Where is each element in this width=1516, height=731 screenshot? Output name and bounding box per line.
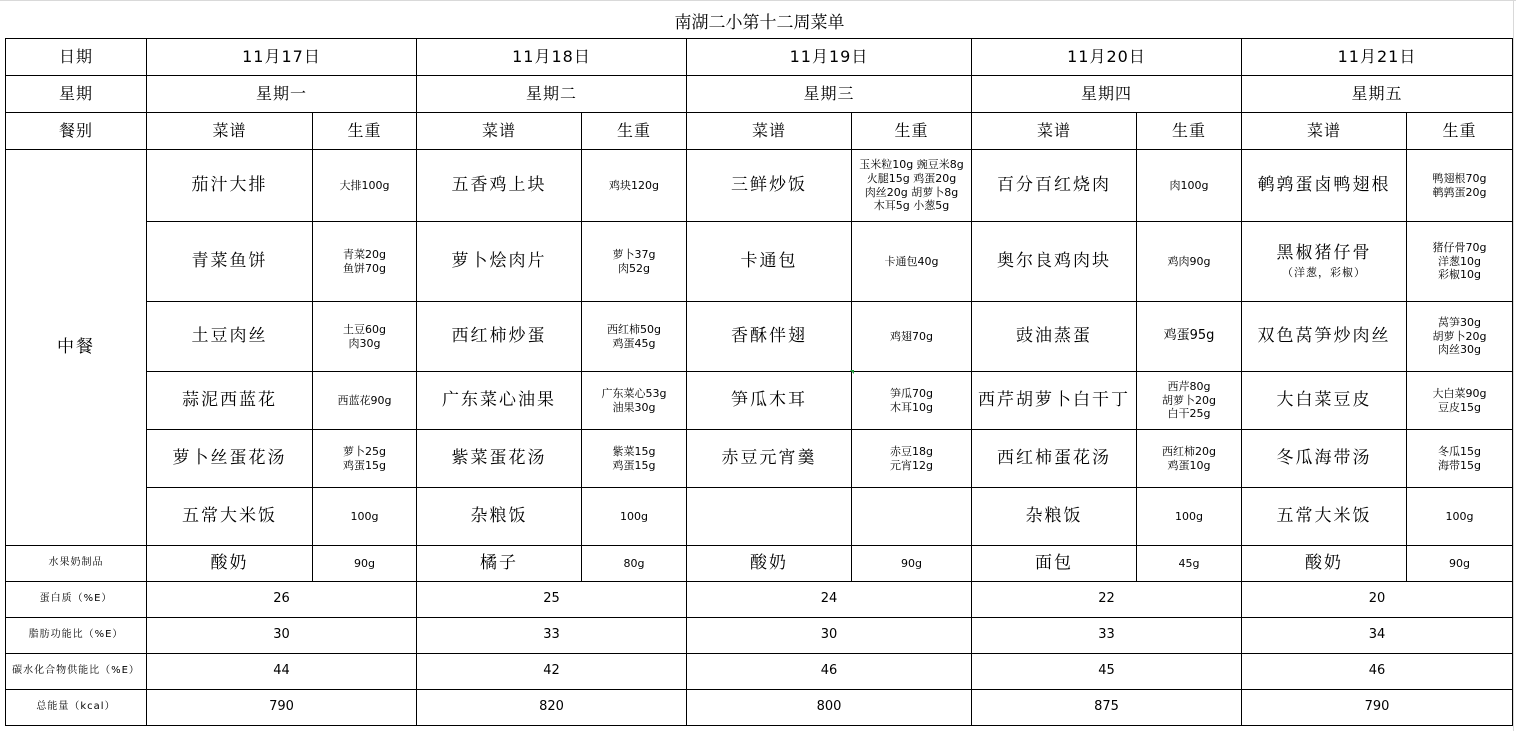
dish-name: 西芹胡萝卜白干丁 <box>978 389 1130 410</box>
weight-line: 玉米粒10g 豌豆米8g <box>859 158 964 171</box>
dish-name: 五常大米饭 <box>1276 505 1372 526</box>
fruit-dairy-row <box>6 546 1513 582</box>
weight-line: 彩椒10g <box>1438 268 1481 282</box>
date-cell-mon[interactable]: 11月17日 <box>147 39 417 76</box>
weight-line: 卡通包40g <box>884 254 939 268</box>
dish-weight-cell[interactable] <box>1407 488 1513 546</box>
dish-name-cell[interactable] <box>1242 222 1407 302</box>
dish-name: 三鲜炒饭 <box>731 174 807 195</box>
weight-line: 西蓝花90g <box>337 393 392 407</box>
dish-name: 黑椒猪仔骨 <box>1276 243 1372 263</box>
weight-col-header[interactable]: 生重 <box>852 113 972 150</box>
dish-name: 冬瓜海带汤 <box>1276 447 1372 468</box>
carb-label[interactable]: 碳水化合物供能比（%E） <box>6 654 147 690</box>
dish-weight-cell[interactable] <box>852 302 972 372</box>
dish-name-cell[interactable] <box>1242 488 1407 546</box>
weight-col-header[interactable]: 生重 <box>1137 113 1242 150</box>
dish-weight-cell[interactable] <box>1137 302 1242 372</box>
dish-name-cell[interactable] <box>687 302 852 372</box>
dish-weight-cell[interactable] <box>313 150 417 222</box>
dish-name: 百分百红烧肉 <box>997 174 1111 195</box>
dish-name-cell[interactable] <box>1242 302 1407 372</box>
dish-name: 卡通包 <box>740 250 798 271</box>
dish-name: 蒜泥西蓝花 <box>182 389 277 410</box>
weight-line: 100g <box>350 509 379 523</box>
dish-name-cell[interactable] <box>972 222 1137 302</box>
weight-line: 大排100g <box>339 178 390 192</box>
sheet-gridline-right <box>1513 0 1514 731</box>
weekday-cell-wed[interactable]: 星期三 <box>687 76 972 113</box>
dish-name: 鹌鹑蛋卤鸭翅根 <box>1257 174 1391 195</box>
fat-value[interactable]: 33 <box>417 618 687 654</box>
weight-line: 鸭翅根70g <box>1432 171 1487 185</box>
fat-value[interactable]: 33 <box>972 618 1242 654</box>
energy-value[interactable]: 875 <box>972 690 1242 726</box>
dish-name-cell[interactable] <box>417 372 582 430</box>
weekly-menu-table <box>5 38 1513 726</box>
dish-name-cell[interactable] <box>687 372 852 430</box>
energy-value[interactable]: 790 <box>147 690 417 726</box>
energy-row <box>6 690 1513 726</box>
date-cell-thu[interactable]: 11月20日 <box>972 39 1242 76</box>
dish-weight-cell[interactable] <box>313 430 417 488</box>
weight-line: 鸡块120g <box>609 178 659 192</box>
dish-weight-cell[interactable] <box>582 488 687 546</box>
dish-name: 紫菜蛋花汤 <box>451 447 547 468</box>
meal-type-row <box>6 113 1513 150</box>
dish-name: 大白菜豆皮 <box>1276 389 1372 410</box>
dish-weight-cell[interactable] <box>852 430 972 488</box>
dish-name-cell[interactable] <box>417 430 582 488</box>
dish-weight-cell[interactable] <box>1407 372 1513 430</box>
weight-line: 青菜20g <box>343 247 386 261</box>
weight-line: 肉30g <box>348 336 381 350</box>
sheet-gridline-top <box>0 0 1516 1</box>
weight-line: 木耳5g 小葱5g <box>873 199 950 213</box>
dish-name: 萝卜丝蛋花汤 <box>172 447 287 468</box>
dish-weight-cell[interactable] <box>852 372 972 430</box>
weight-line: 鱼饼70g <box>343 261 386 275</box>
lunch-label[interactable]: 中餐 <box>6 150 147 546</box>
dish-name-cell[interactable] <box>972 302 1137 372</box>
dish-name-cell[interactable] <box>687 222 852 302</box>
weight-line: 白干25g <box>1167 407 1211 421</box>
dish-name-cell[interactable] <box>687 488 852 546</box>
dish-weight-cell[interactable] <box>313 302 417 372</box>
weight-line: 广东菜心53g <box>601 386 667 400</box>
dish-name: 双色莴笋炒肉丝 <box>1257 325 1391 346</box>
weight-line: 鸡肉90g <box>1167 254 1211 268</box>
dish-weight-cell[interactable] <box>1407 302 1513 372</box>
dish-weight-cell[interactable] <box>1407 430 1513 488</box>
dish-name-cell[interactable] <box>972 372 1137 430</box>
energy-value[interactable]: 820 <box>417 690 687 726</box>
weight-line: 火腿15g 鸡蛋20g <box>866 171 957 185</box>
dish-name: 茄汁大排 <box>191 174 268 195</box>
protein-value[interactable]: 25 <box>417 582 687 618</box>
date-cell-fri[interactable]: 11月21日 <box>1242 39 1513 76</box>
weight-line: 西红柿50g <box>607 322 661 336</box>
date-cell-wed[interactable]: 11月19日 <box>687 39 972 76</box>
dish-name-cell[interactable] <box>417 150 582 222</box>
dish-weight-cell[interactable] <box>1137 430 1242 488</box>
dish-name: 广东菜心油果 <box>442 389 556 410</box>
weekday-label[interactable]: 星期 <box>6 76 147 113</box>
dish-name: 西红柿蛋花汤 <box>997 447 1111 468</box>
weight-line: 豆皮15g <box>1438 400 1481 414</box>
weekday-cell-fri[interactable]: 星期五 <box>1242 76 1513 113</box>
dish-name: 赤豆元宵羹 <box>721 447 817 468</box>
weight-line: 肉52g <box>618 261 650 275</box>
dish-weight-cell[interactable] <box>1137 222 1242 302</box>
dish-row <box>6 150 1513 222</box>
weekday-row <box>6 76 1513 113</box>
dish-weight-cell[interactable] <box>313 222 417 302</box>
dish-row <box>6 372 1513 430</box>
weight-line: 鸡蛋95g <box>1163 328 1215 344</box>
dish-name-cell[interactable] <box>687 430 852 488</box>
weight-line: 洋葱10g <box>1438 254 1481 268</box>
fruit-weight[interactable]: 80g <box>582 546 687 582</box>
weight-line: 西芹80g <box>1167 379 1211 393</box>
weight-line: 100g <box>620 509 648 523</box>
protein-value[interactable]: 22 <box>972 582 1242 618</box>
weight-line: 油果30g <box>612 400 656 414</box>
fat-value[interactable]: 34 <box>1242 618 1513 654</box>
menu-col-header[interactable]: 菜谱 <box>147 113 313 150</box>
dish-row <box>6 302 1513 372</box>
dish-name-cell[interactable] <box>147 430 313 488</box>
dish-name-cell[interactable] <box>972 430 1137 488</box>
dish-name: 西红柿炒蛋 <box>451 325 547 346</box>
protein-value[interactable]: 24 <box>687 582 972 618</box>
dish-weight-cell[interactable] <box>1137 488 1242 546</box>
weight-line: 鹌鹑蛋20g <box>1432 185 1487 199</box>
weight-line: 木耳10g <box>890 400 933 414</box>
date-cell-tue[interactable]: 11月18日 <box>417 39 687 76</box>
dish-weight-cell[interactable] <box>582 430 687 488</box>
meal-type-label[interactable]: 餐别 <box>6 113 147 150</box>
fat-label[interactable]: 脂肪功能比（%E） <box>6 618 147 654</box>
dish-weight-cell[interactable] <box>1137 150 1242 222</box>
dish-name-cell[interactable] <box>972 488 1137 546</box>
dish-name-cell[interactable] <box>147 150 313 222</box>
dish-name: 五常大米饭 <box>182 505 277 526</box>
dish-weight-cell[interactable] <box>1407 222 1513 302</box>
weekday-cell-tue[interactable]: 星期二 <box>417 76 687 113</box>
energy-value[interactable]: 790 <box>1242 690 1513 726</box>
weight-line: 胡萝卜20g <box>1162 393 1216 407</box>
weight-line: 鸡蛋10g <box>1167 458 1211 472</box>
energy-label[interactable]: 总能量（kcal） <box>6 690 147 726</box>
weight-line: 鸡蛋15g <box>612 458 656 472</box>
weight-line: 猪仔骨70g <box>1432 240 1487 254</box>
dish-name-cell[interactable] <box>147 222 313 302</box>
dish-weight-cell[interactable] <box>582 222 687 302</box>
weight-line: 鸡蛋45g <box>612 336 656 350</box>
dish-name: 萝卜烩肉片 <box>451 250 547 271</box>
protein-value[interactable]: 26 <box>147 582 417 618</box>
protein-row <box>6 582 1513 618</box>
date-row <box>6 39 1513 76</box>
weight-col-header[interactable]: 生重 <box>1407 113 1513 150</box>
fruit-name[interactable]: 酸奶 <box>687 546 852 582</box>
dish-weight-cell[interactable] <box>582 372 687 430</box>
dish-name: 杂粮饭 <box>470 505 528 526</box>
fruit-name[interactable]: 面包 <box>972 546 1137 582</box>
dish-weight-cell[interactable] <box>313 488 417 546</box>
weight-line: 100g <box>1445 509 1474 523</box>
carb-row <box>6 654 1513 690</box>
dish-row <box>6 430 1513 488</box>
dish-name-cell[interactable] <box>417 488 582 546</box>
fat-row <box>6 618 1513 654</box>
protein-label[interactable]: 蛋白质（%E） <box>6 582 147 618</box>
dish-weight-cell[interactable] <box>1407 150 1513 222</box>
weight-line: 鸡翅70g <box>890 329 933 343</box>
weight-line: 赤豆18g <box>890 444 933 458</box>
dish-row <box>6 488 1513 546</box>
weight-line: 肉丝20g 胡萝卜8g <box>864 185 959 199</box>
menu-col-header[interactable]: 菜谱 <box>687 113 852 150</box>
weight-line: 100g <box>1175 509 1203 523</box>
weight-line: 鸡蛋15g <box>343 458 386 472</box>
cell-comment-marker <box>850 370 854 374</box>
weight-line: 冬瓜15g <box>1438 444 1481 458</box>
fruit-name[interactable]: 酸奶 <box>147 546 313 582</box>
carb-value[interactable]: 44 <box>147 654 417 690</box>
dish-weight-cell[interactable] <box>852 488 972 546</box>
weight-line: 海带15g <box>1438 458 1481 472</box>
dish-note: （洋葱，彩椒） <box>1282 266 1366 280</box>
dish-weight-cell[interactable] <box>582 150 687 222</box>
fat-value[interactable]: 30 <box>687 618 972 654</box>
dish-name: 奥尔良鸡肉块 <box>997 250 1111 271</box>
dish-row <box>6 222 1513 302</box>
weight-line: 萝卜25g <box>343 444 386 458</box>
weight-line: 大白菜90g <box>1432 386 1487 400</box>
dish-name: 豉油蒸蛋 <box>1016 325 1092 346</box>
weight-line: 紫菜15g <box>612 444 656 458</box>
fruit-weight[interactable]: 90g <box>313 546 417 582</box>
weight-col-header[interactable]: 生重 <box>582 113 687 150</box>
dish-name-cell[interactable] <box>147 488 313 546</box>
fruit-name[interactable]: 橘子 <box>417 546 582 582</box>
dish-weight-cell[interactable] <box>852 222 972 302</box>
dish-weight-cell[interactable] <box>313 372 417 430</box>
carb-value[interactable]: 42 <box>417 654 687 690</box>
menu-col-header[interactable]: 菜谱 <box>972 113 1137 150</box>
fruit-dairy-label[interactable]: 水果奶制品 <box>6 546 147 582</box>
fruit-weight[interactable]: 45g <box>1137 546 1242 582</box>
date-label[interactable]: 日期 <box>6 39 147 76</box>
weight-line: 莴笋30g <box>1438 315 1481 329</box>
dish-name-cell[interactable] <box>147 302 313 372</box>
fruit-name[interactable]: 酸奶 <box>1242 546 1407 582</box>
weight-col-header[interactable]: 生重 <box>313 113 417 150</box>
fat-value[interactable]: 30 <box>147 618 417 654</box>
dish-name: 笋瓜木耳 <box>731 389 807 410</box>
menu-title: 南湖二小第十二周菜单 <box>674 12 845 33</box>
dish-name: 青菜鱼饼 <box>191 250 268 271</box>
weight-line: 元宵12g <box>890 458 933 472</box>
weekday-cell-mon[interactable]: 星期一 <box>147 76 417 113</box>
weight-line: 萝卜37g <box>612 247 656 261</box>
dish-name-cell[interactable] <box>147 372 313 430</box>
protein-value[interactable]: 20 <box>1242 582 1513 618</box>
menu-col-header[interactable]: 菜谱 <box>417 113 582 150</box>
weight-line: 笋瓜70g <box>890 386 933 400</box>
dish-name: 香酥伴翅 <box>731 325 807 346</box>
weight-line: 土豆60g <box>343 322 386 336</box>
dish-name: 土豆肉丝 <box>191 325 268 346</box>
fruit-weight[interactable]: 90g <box>852 546 972 582</box>
dish-weight-cell[interactable] <box>582 302 687 372</box>
dish-name-cell[interactable] <box>417 302 582 372</box>
carb-value[interactable]: 45 <box>972 654 1242 690</box>
carb-value[interactable]: 46 <box>687 654 972 690</box>
weight-line: 肉100g <box>1169 178 1209 192</box>
dish-name-cell[interactable] <box>417 222 582 302</box>
dish-name-cell[interactable] <box>1242 430 1407 488</box>
dish-name-cell[interactable] <box>687 150 852 222</box>
dish-name: 杂粮饭 <box>1025 505 1083 526</box>
dish-name-cell[interactable] <box>1242 372 1407 430</box>
carb-value[interactable]: 46 <box>1242 654 1513 690</box>
weight-line: 胡萝卜20g <box>1432 329 1487 343</box>
menu-col-header[interactable]: 菜谱 <box>1242 113 1407 150</box>
dish-name-cell[interactable] <box>1242 150 1407 222</box>
dish-name-cell[interactable] <box>972 150 1137 222</box>
fruit-weight[interactable]: 90g <box>1407 546 1513 582</box>
dish-weight-cell[interactable] <box>1137 372 1242 430</box>
energy-value[interactable]: 800 <box>687 690 972 726</box>
weight-line: 肉丝30g <box>1438 343 1481 357</box>
weight-line: 西红柿20g <box>1162 444 1216 458</box>
weekday-cell-thu[interactable]: 星期四 <box>972 76 1242 113</box>
dish-weight-cell[interactable] <box>852 150 972 222</box>
dish-name: 五香鸡上块 <box>451 174 547 195</box>
